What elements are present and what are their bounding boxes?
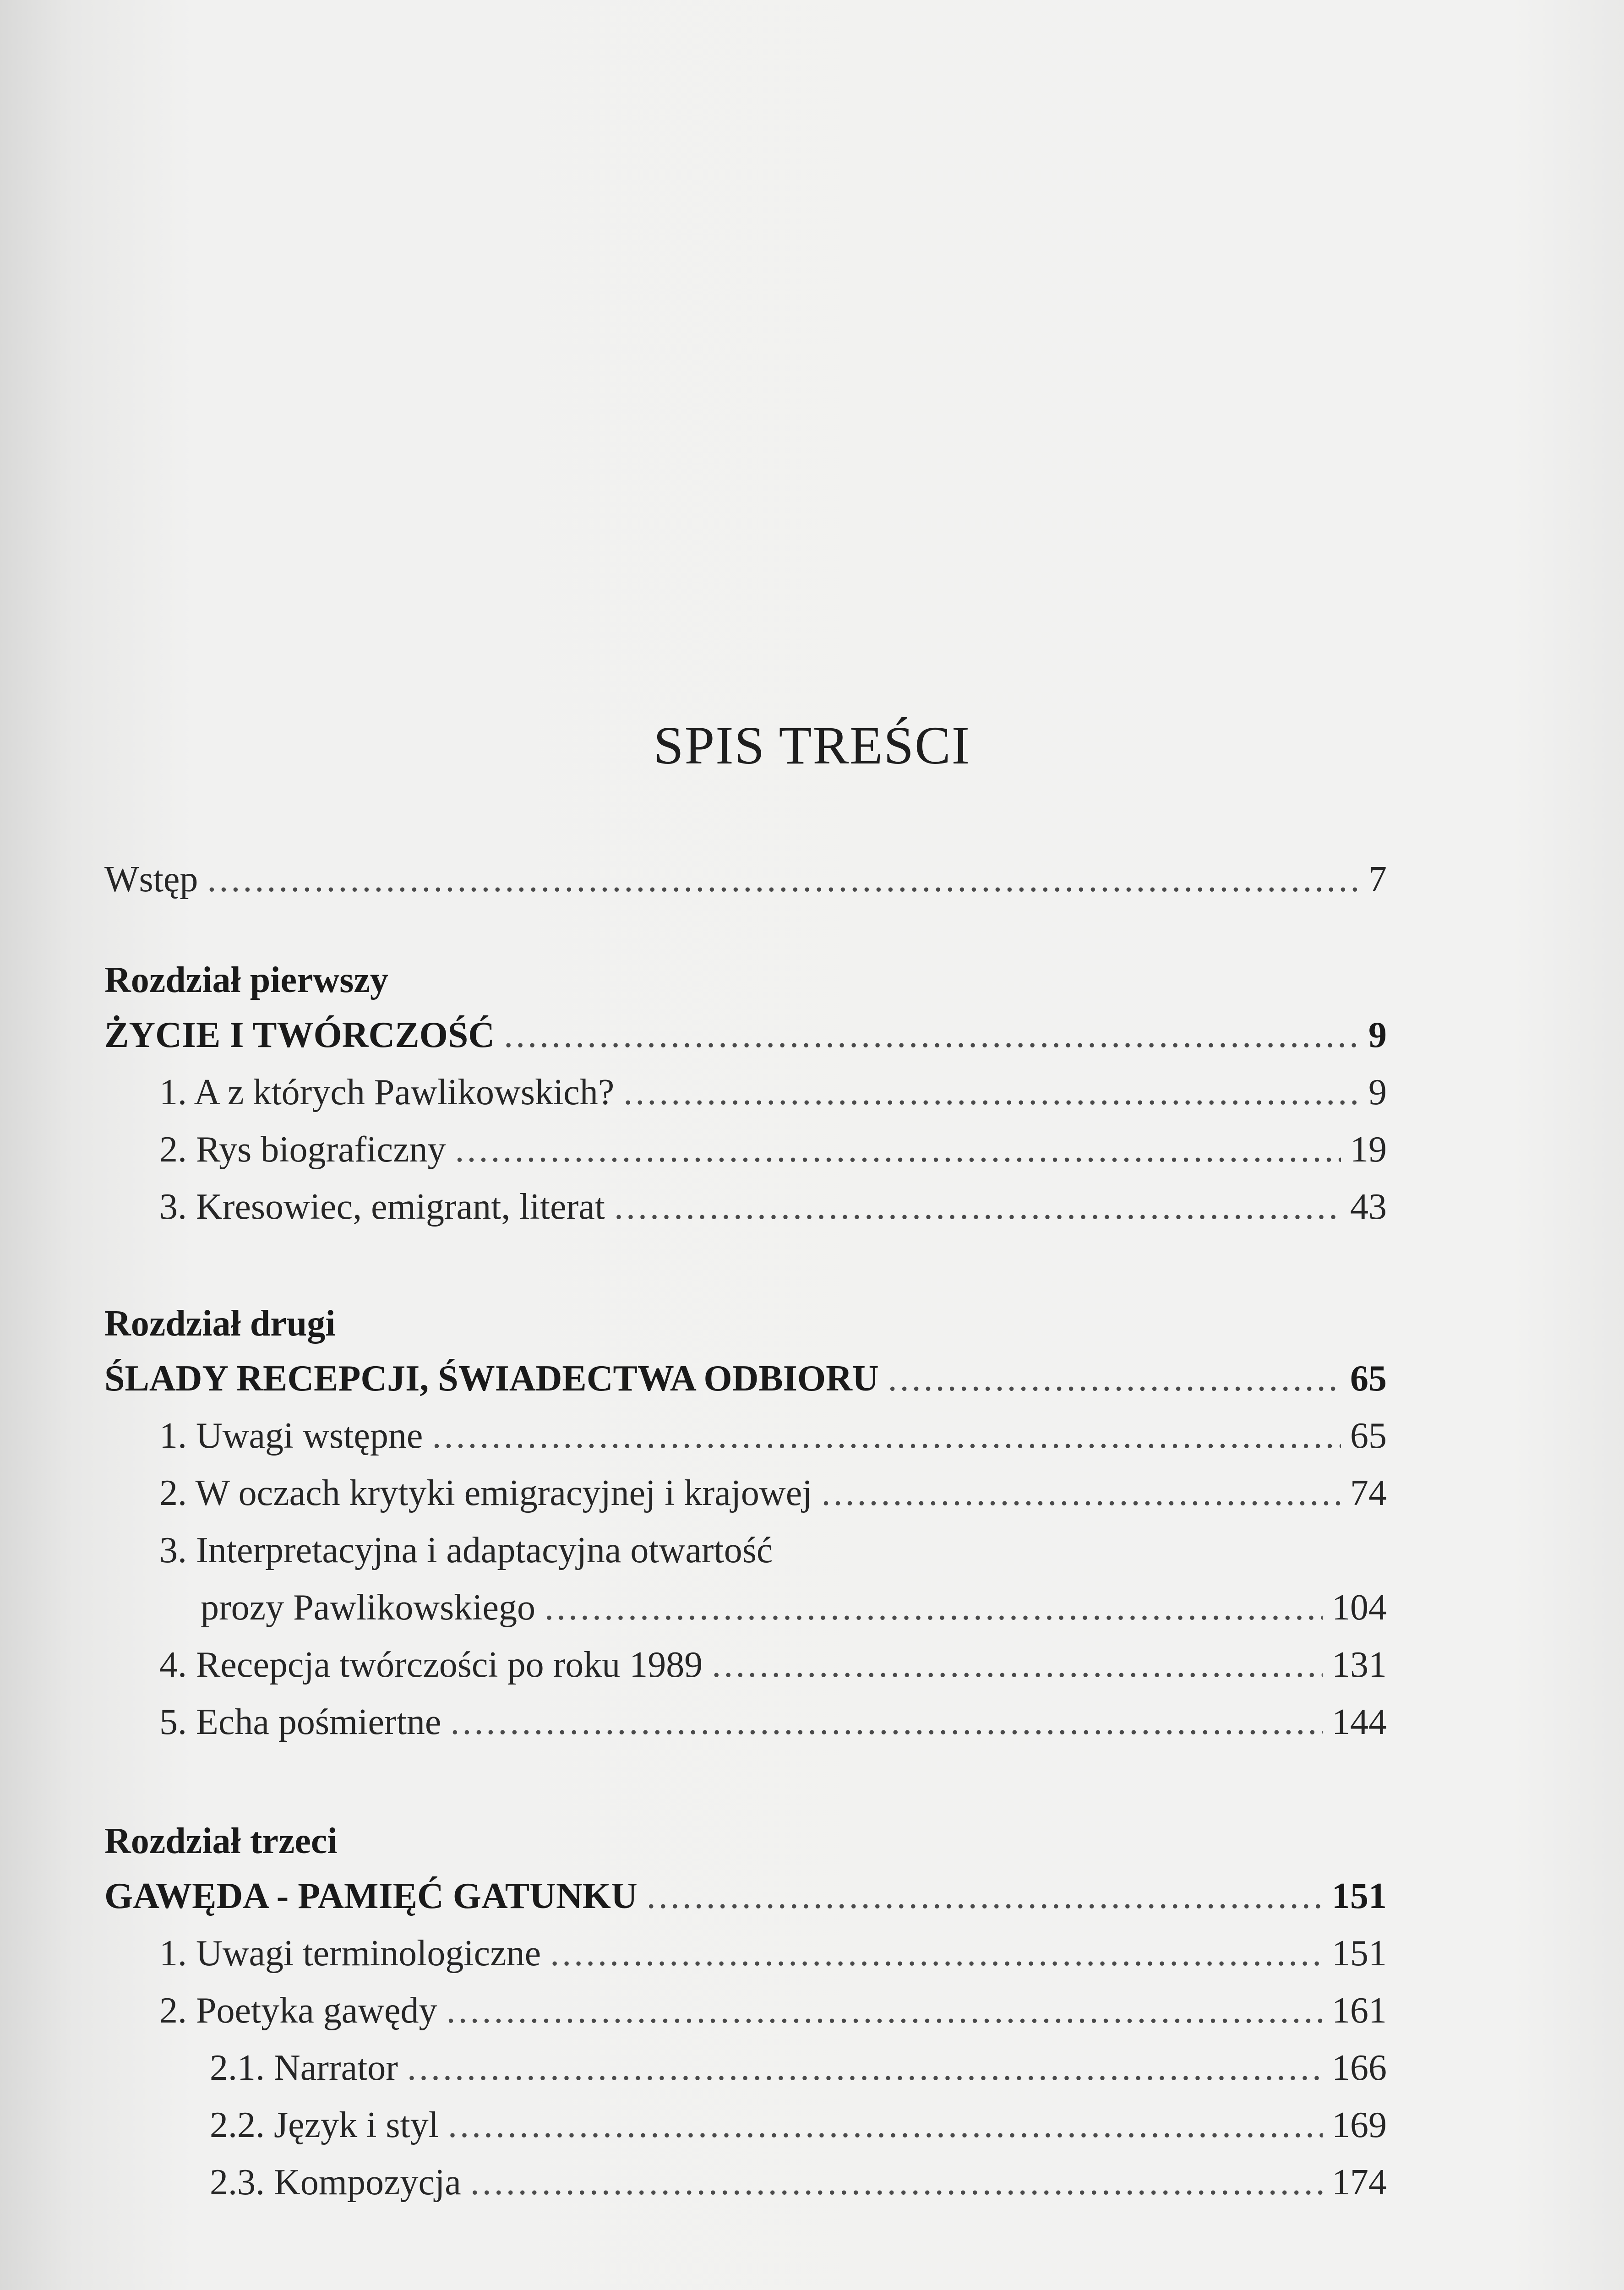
entry-page: 151 (1332, 1933, 1387, 1974)
dot-leader (504, 1008, 1359, 1063)
entry-title: 2. Rys biograficzny (159, 1129, 446, 1170)
entry-title: 3. Kresowiec, emigrant, literat (159, 1187, 605, 1227)
entry-title: 3. Interpretacyjna i adaptacyjna otwartość (159, 1530, 773, 1570)
toc-entry (159, 1065, 1387, 1120)
entry-title: 1. A z których Pawlikowskich? (159, 1072, 615, 1112)
entry-page: 144 (1332, 1702, 1387, 1742)
entry-title: 2.1. Narrator (210, 2048, 398, 2088)
entry-title: Wstęp (104, 859, 198, 900)
toc-entry (159, 1695, 1387, 1750)
entry-title: 2.2. Język i styl (210, 2105, 439, 2145)
entry-page: 7 (1368, 859, 1387, 900)
toc-entry-continuation (201, 1580, 1387, 1635)
toc-subentry (210, 2155, 1387, 2210)
entry-title: 4. Recepcja twórczości po roku 1989 (159, 1645, 703, 1685)
entry-title: 1. Uwagi wstępne (159, 1416, 423, 1456)
entry-page: 174 (1332, 2162, 1387, 2203)
dot-leader (821, 1466, 1341, 1521)
chapter-label-1: Rozdział pierwszy (104, 960, 388, 1000)
entry-page: 74 (1350, 1473, 1387, 1513)
chapter-label-3: Rozdział trzeci (104, 1821, 338, 1861)
dot-leader (888, 1351, 1341, 1406)
entry-title: 1. Uwagi terminologiczne (159, 1933, 541, 1974)
toc-subentry (210, 2040, 1387, 2095)
entry-page: 151 (1332, 1876, 1387, 1916)
dot-leader (647, 1869, 1323, 1924)
dot-leader (448, 2098, 1323, 2153)
dot-leader (614, 1179, 1341, 1234)
toc-entry-wstep (104, 852, 1387, 907)
toc-entry (159, 1408, 1387, 1463)
toc-entry (159, 1926, 1387, 1981)
entry-title: 5. Echa pośmiertne (159, 1702, 441, 1742)
entry-page: 65 (1350, 1358, 1387, 1399)
dot-leader (545, 1580, 1323, 1635)
entry-page: 131 (1332, 1645, 1387, 1685)
dot-leader (432, 1408, 1341, 1463)
chapter-title: ŚLADY RECEPCJI, ŚWIADECTWA ODBIORU (104, 1358, 879, 1399)
dot-leader (407, 2040, 1323, 2095)
dot-leader (447, 1983, 1323, 2038)
toc-chapter-2 (104, 1351, 1387, 1406)
dot-leader (207, 852, 1359, 907)
toc-entry (159, 1637, 1387, 1692)
toc-entry (159, 1179, 1387, 1234)
toc-chapter-1 (104, 1008, 1387, 1063)
toc-entry (159, 1983, 1387, 2038)
toc-subentry (210, 2098, 1387, 2153)
toc-entry (159, 1523, 1387, 1578)
entry-page: 19 (1350, 1129, 1387, 1170)
entry-page: 169 (1332, 2105, 1387, 2145)
toc-entry (159, 1466, 1387, 1521)
dot-leader (455, 1122, 1341, 1177)
entry-page: 43 (1350, 1187, 1387, 1227)
entry-page: 9 (1368, 1072, 1387, 1112)
chapter-title: ŻYCIE I TWÓRCZOŚĆ (104, 1015, 495, 1055)
dot-leader (550, 1926, 1323, 1981)
entry-page: 9 (1368, 1015, 1387, 1055)
dot-leader (623, 1065, 1359, 1120)
dot-leader (450, 1695, 1323, 1750)
entry-page: 65 (1350, 1416, 1387, 1456)
entry-title: 2. Poetyka gawędy (159, 1990, 437, 2031)
toc-chapter-3 (104, 1869, 1387, 1924)
chapter-label-2: Rozdział drugi (104, 1303, 336, 1344)
entry-page: 104 (1332, 1587, 1387, 1628)
entry-title: 2. W oczach krytyki emigracyjnej i krajowej (159, 1473, 812, 1513)
toc-entry (159, 1122, 1387, 1177)
entry-title: prozy Pawlikowskiego (201, 1587, 536, 1628)
entry-page: 166 (1332, 2048, 1387, 2088)
entry-title: 2.3. Kompozycja (210, 2162, 461, 2203)
toc-title: SPIS TREŚCI (653, 715, 971, 775)
dot-leader (712, 1637, 1323, 1692)
dot-leader (470, 2155, 1323, 2210)
chapter-title: GAWĘDA - PAMIĘĆ GATUNKU (104, 1876, 638, 1916)
entry-page: 161 (1332, 1990, 1387, 2031)
